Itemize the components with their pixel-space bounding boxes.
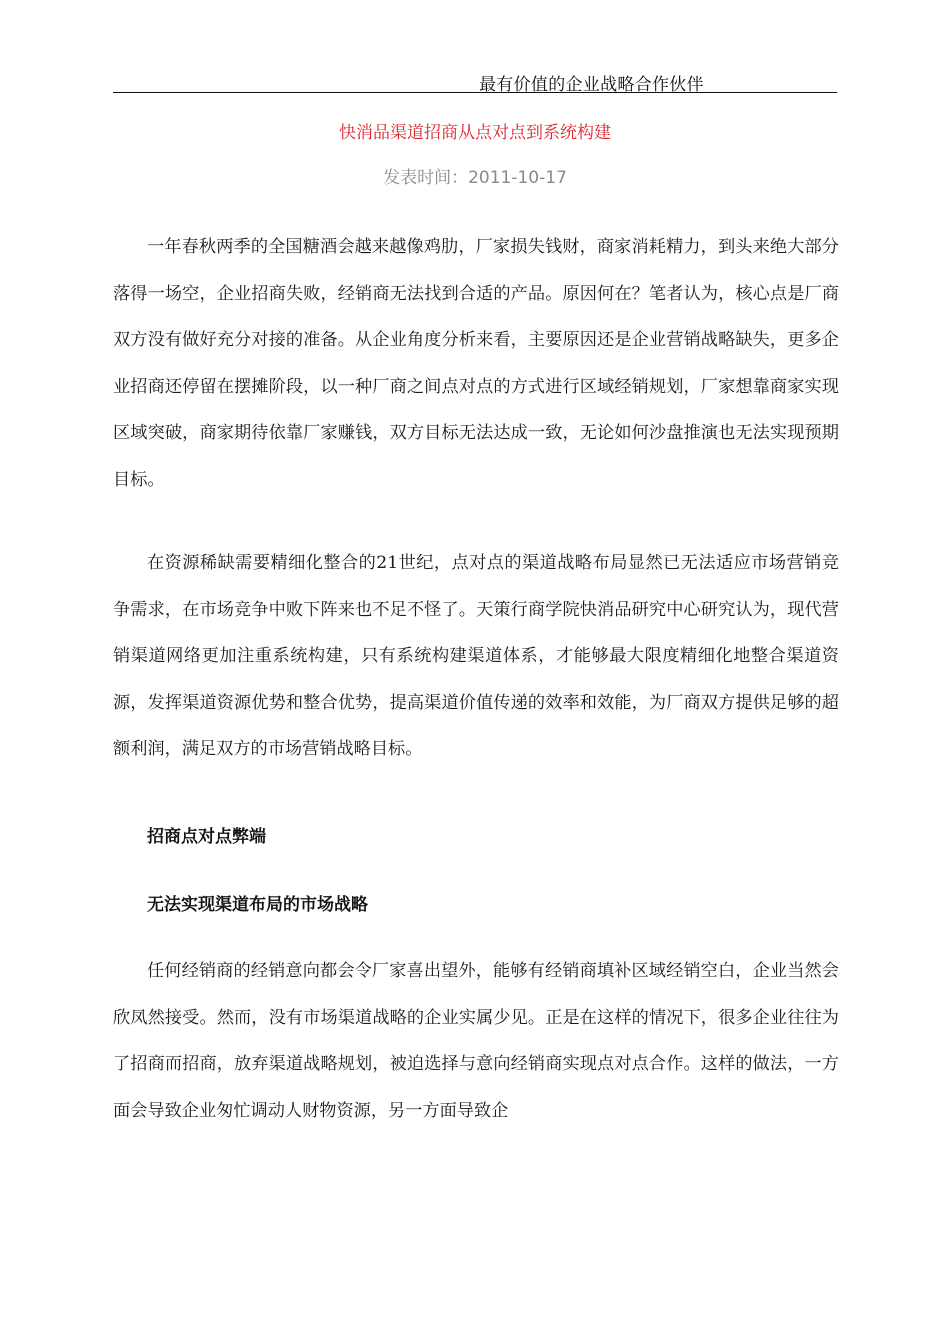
paragraph-system-building: 在资源稀缺需要精细化整合的21世纪，点对点的渠道战略布局显然已无法适应市场营销竞争需求，在市场竞争中败下阵来也不足不怪了。天策行商学院快消品研究中心研究认为，现代营销渠道网络更加注重系统构建，只有系统构建渠道体系，才能够最大限度精细化地整合渠道资源，发挥渠道资源优势和整合优势，提高渠道价值传递的效率和效能，为厂商双方提供足够的超额利润，满足双方的市场营销战略目标。 (113, 553, 839, 759)
paragraph-dealer-intent: 任何经销商的经销意向都会令厂家喜出望外，能够有经销商填补区域经销空白，企业当然会欣凤然接受。然而，没有市场渠道战略的企业实属少见。正是在这样的情况下，很多企业往往为了招商而招商，放弃渠道战略规划，被迫选择与意向经销商实现点对点合作。这样的做法，一方面会导致企业匆忙调动人财物资源，另一方面导致企 (113, 961, 839, 1121)
section-heading: 招商点对点弊端 (147, 827, 266, 847)
publish-time: 发表时间：2011-10-17 (383, 168, 567, 188)
header-divider (113, 92, 837, 93)
subsection-heading: 无法实现渠道布局的市场战略 (147, 895, 368, 915)
article-title: 快消品渠道招商从点对点到系统构建 (339, 123, 611, 143)
paragraph-intro: 一年春秋两季的全国糖酒会越来越像鸡肋，厂家损失钱财，商家消耗精力，到头来绝大部分落得一场空，企业招商失败，经销商无法找到合适的产品。原因何在？笔者认为，核心点是厂商双方没有做好充分对接的准备。从企业角度分析来看，主要原因还是企业营销战略缺失，更多企业招商还停留在摆摊阶段，以一种厂商之间点对点的方式进行区域经销规划，厂家想靠商家实现区域突破，商家期待依靠厂家赚钱，双方目标无法达成一致，无论如何沙盘推演也无法实现预期目标。 (113, 237, 839, 490)
header-tagline: 最有价值的企业战略合作伙伴 (479, 75, 704, 95)
